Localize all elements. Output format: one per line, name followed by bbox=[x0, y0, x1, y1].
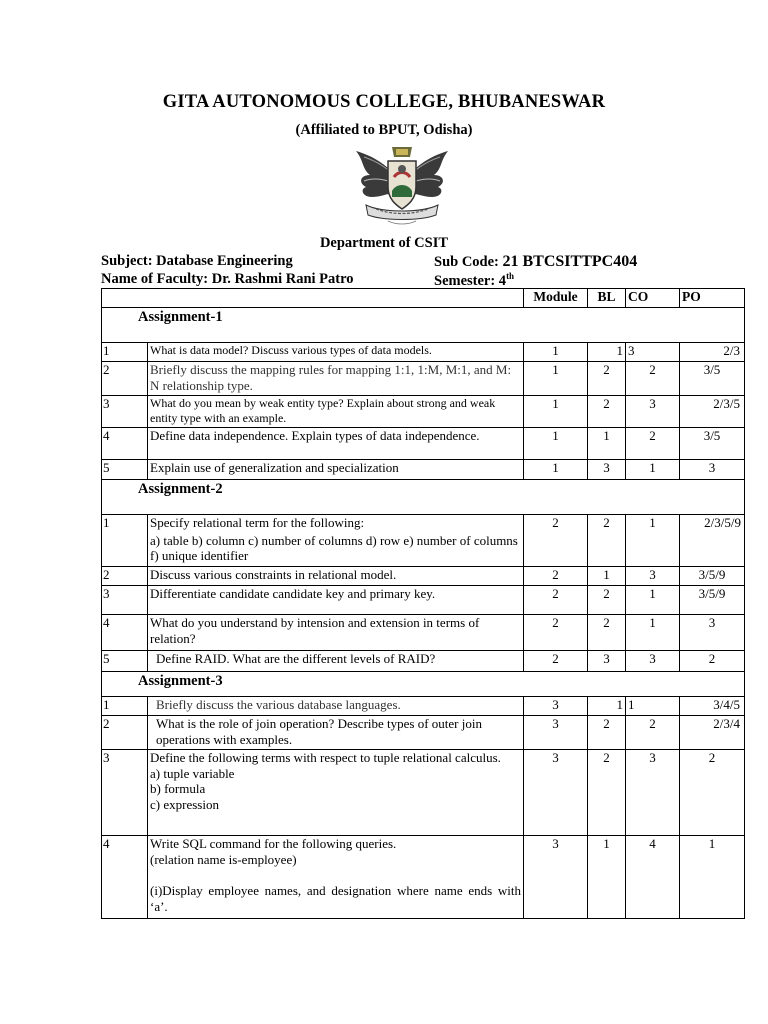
table-row: 5 Define RAID. What are the different levels of RAID? 2 3 3 2 bbox=[102, 651, 745, 672]
semester bbox=[434, 271, 514, 290]
subject-label: Subject: Database Engineering bbox=[101, 253, 293, 269]
table-row: 4 Write SQL command for the following queries. (relation name is-employee) (i)Display employee names, and designation where name ends with ‘a’. 3 1 4 1 bbox=[102, 836, 745, 919]
subcode-value: 21 BTCSITTPC404 bbox=[502, 253, 638, 270]
table-row: 5 Explain use of generalization and specialization 1 3 1 3 bbox=[102, 460, 745, 480]
assignment-title-row bbox=[102, 480, 745, 515]
question-text: Define data independence. Explain types of data independence. bbox=[148, 428, 524, 460]
question-text: Define RAID. What are the different levels of RAID? bbox=[148, 651, 524, 672]
assignment-title: Assignment-2 bbox=[102, 480, 745, 515]
table-row: 2 Discuss various constraints in relational model. 2 1 3 3/5/9 bbox=[102, 567, 745, 586]
table-row: 1 Briefly discuss the various database languages. 3 1 1 3/4/5 bbox=[102, 697, 745, 716]
semester-label: Semester: 4 bbox=[434, 272, 507, 289]
table-row: 4 Define data independence. Explain types of data independence. 1 1 2 3/5 bbox=[102, 428, 745, 460]
affiliation: (Affiliated to BPUT, Odisha) bbox=[295, 122, 473, 138]
table-row: 3 What do you mean by weak entity type? Explain about strong and weak entity type with an example. 1 2 3 2/3/5 bbox=[102, 396, 745, 428]
table-row: 3 Differentiate candidate candidate key and primary key. 2 2 1 3/5/9 bbox=[102, 586, 745, 615]
question-text: Write SQL command for the following queries. (relation name is-employee) (i)Display employee names, and designation where name ends with ‘a’. bbox=[148, 836, 524, 919]
table-row: 1 Specify relational term for the following: a) table b) column c) number of columns d) row e) number of columns f) unique identifier 2 2 1 2/3/5/9 bbox=[102, 515, 745, 567]
question-text: What is data model? Discuss various types of data models. bbox=[148, 343, 524, 362]
col-po: PO bbox=[680, 289, 745, 308]
col-co: CO bbox=[626, 289, 680, 308]
question-text: Differentiate candidate candidate key and primary key. bbox=[148, 586, 524, 615]
college-name: GITA AUTONOMOUS COLLEGE, BHUBANESWAR bbox=[162, 92, 606, 112]
subcode-label: Sub Code: bbox=[434, 254, 499, 270]
table-row: 4 What do you understand by intension and extension in terms of relation? 2 2 1 3 bbox=[102, 615, 745, 651]
question-text: What is the role of join operation? Describe types of outer join operations with examples. bbox=[148, 716, 524, 750]
subcode bbox=[434, 253, 637, 271]
assignment-table bbox=[101, 288, 745, 919]
table-row: 2 Briefly discuss the mapping rules for mapping 1:1, 1:M, M:1, and M: N relationship type. 1 2 2 3/5 bbox=[102, 362, 745, 396]
question-text: Briefly discuss the various database languages. bbox=[148, 697, 524, 716]
header-row bbox=[102, 289, 745, 308]
question-text: What do you understand by intension and extension in terms of relation? bbox=[148, 615, 524, 651]
assignment-title-row bbox=[102, 308, 745, 343]
assignment-title: Assignment-1 bbox=[102, 308, 745, 343]
question-text: Define the following terms with respect to tuple relational calculus. a) tuple variable b) formula c) expression bbox=[148, 750, 524, 836]
question-text: What do you mean by weak entity type? Explain about strong and weak entity type with an example. bbox=[148, 396, 524, 428]
question-text: Specify relational term for the following: a) table b) column c) number of columns d) row e) number of columns f) unique identifier bbox=[148, 515, 524, 567]
faculty-label: Name of Faculty: Dr. Rashmi Rani Patro bbox=[101, 271, 354, 287]
question-text: Briefly discuss the mapping rules for mapping 1:1, 1:M, M:1, and M: N relationship type. bbox=[148, 362, 524, 396]
table-row: 3 Define the following terms with respect to tuple relational calculus. a) tuple variable b) formula c) expression 3 2 3 2 bbox=[102, 750, 745, 836]
department-title: Department of CSIT bbox=[319, 235, 449, 251]
question-text: Explain use of generalization and specialization bbox=[148, 460, 524, 480]
assignment-title: Assignment-3 bbox=[102, 672, 745, 697]
assignment-title-row bbox=[102, 672, 745, 697]
col-module: Module bbox=[524, 289, 588, 308]
col-bl: BL bbox=[588, 289, 626, 308]
question-text: Discuss various constraints in relational model. bbox=[148, 567, 524, 586]
college-emblem-icon bbox=[352, 143, 452, 229]
table-row: 1 What is data model? Discuss various types of data models. 1 1 3 2/3 bbox=[102, 343, 745, 362]
table-row: 2 What is the role of join operation? Describe types of outer join operations with examples. 3 2 2 2/3/4 bbox=[102, 716, 745, 750]
semester-sup: th bbox=[506, 271, 515, 281]
